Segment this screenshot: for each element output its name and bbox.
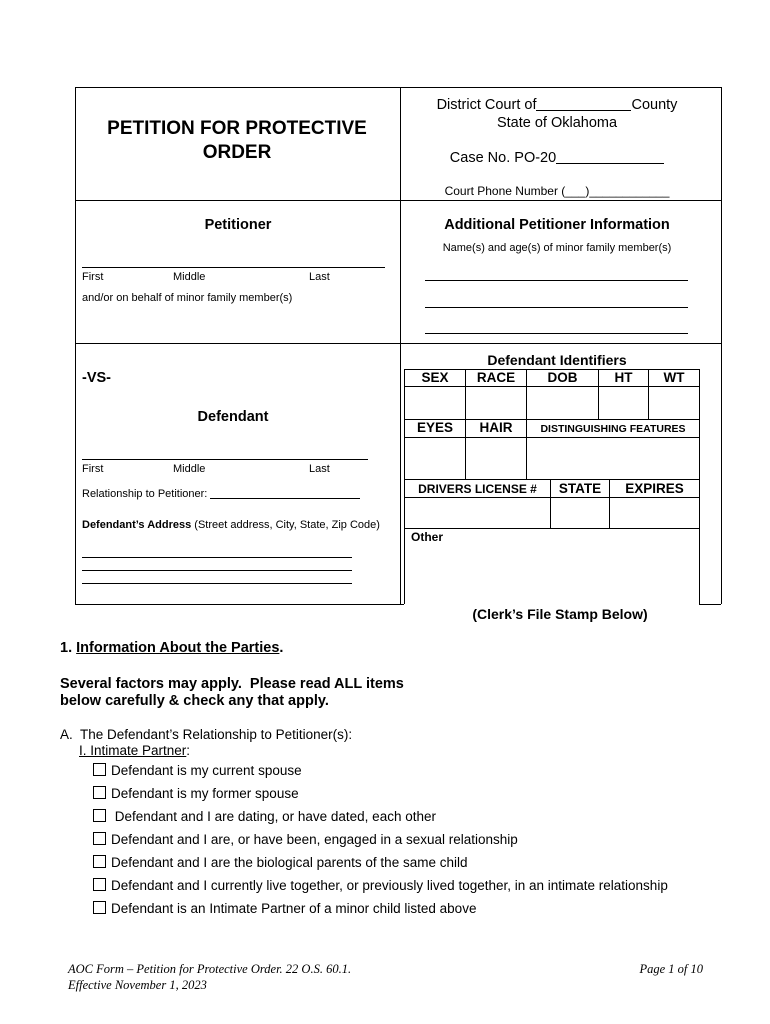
district-court-line <box>402 97 712 113</box>
license-header: DRIVERS LICENSE # <box>418 482 537 496</box>
subsection-a-label: A. The Defendant’s Relationship to Petitioner(s): <box>60 727 353 742</box>
sex-header: SEX <box>421 370 449 385</box>
option-live-together[interactable] <box>93 878 668 893</box>
features-header: DISTINGUISHING FEATURES <box>540 423 686 435</box>
eyes-field[interactable] <box>405 438 465 479</box>
option-partner-of-minor[interactable] <box>93 901 476 916</box>
address-line-3[interactable] <box>82 583 352 584</box>
relationship-line <box>82 485 360 500</box>
relationship-field[interactable] <box>210 485 360 499</box>
intimate-partner-label: I. Intimate Partner <box>79 743 187 758</box>
petitioner-last-label: Last <box>309 271 330 283</box>
petitioner-heading: Petitioner <box>204 217 272 233</box>
additional-info-note: Name(s) and age(s) of minor family member(s) <box>442 242 672 254</box>
weight-header: WT <box>663 370 685 385</box>
option-label: Defendant and I are dating, or have dated, each other <box>111 809 436 824</box>
minor-member-line-2[interactable] <box>425 307 688 308</box>
case-number-field[interactable] <box>556 150 664 164</box>
eyes-header: EYES <box>416 420 454 435</box>
defendant-address-label-bold: Defendant’s Address <box>82 519 192 531</box>
state-label: State of Oklahoma <box>496 115 618 131</box>
minor-member-line-1[interactable] <box>425 280 688 281</box>
license-state-field[interactable] <box>551 498 609 528</box>
clerk-stamp-label: (Clerk’s File Stamp Below) <box>472 606 648 622</box>
hair-header: HAIR <box>479 420 513 435</box>
license-expires-field[interactable] <box>610 498 699 528</box>
option-label: Defendant is an Intimate Partner of a minor child listed above <box>111 901 477 916</box>
address-line-1[interactable] <box>82 557 352 558</box>
relationship-label: Relationship to Petitioner: <box>82 488 208 500</box>
checkbox-current-spouse[interactable] <box>93 763 106 776</box>
petitioner-middle-label: Middle <box>173 271 206 283</box>
features-field[interactable] <box>527 438 699 479</box>
height-field[interactable] <box>599 387 648 419</box>
section-1-title: Information About the Parties <box>76 640 280 656</box>
footer-page-number: Page 1 of 10 <box>639 962 703 976</box>
petitioner-name-line[interactable] <box>82 267 385 268</box>
identifiers-heading: Defendant Identifiers <box>487 352 627 368</box>
race-header: RACE <box>476 370 516 385</box>
footer-effective-date: Effective November 1, 2023 <box>68 978 207 992</box>
option-sexual-relationship[interactable] <box>93 832 518 847</box>
address-line-2[interactable] <box>82 570 352 571</box>
footer-form-reference: AOC Form – Petition for Protective Order. 22 O.S. 60.1. <box>68 962 352 976</box>
option-label: Defendant is my former spouse <box>111 786 299 801</box>
other-field[interactable] <box>405 546 699 604</box>
checkbox-biological-parents[interactable] <box>93 855 106 868</box>
weight-field[interactable] <box>649 387 699 419</box>
option-biological-parents[interactable] <box>93 855 467 870</box>
county-field[interactable] <box>536 97 631 111</box>
hair-field[interactable] <box>466 438 526 479</box>
defendant-heading: Defendant <box>197 409 269 425</box>
defendant-address-label-rest: (Street address, City, State, Zip Code) <box>191 519 380 531</box>
other-label: Other <box>411 530 444 544</box>
checkbox-sexual-relationship[interactable] <box>93 832 106 845</box>
case-number-label: Case No. PO-20 <box>449 150 557 166</box>
defendant-name-line[interactable] <box>82 459 368 460</box>
option-former-spouse[interactable] <box>93 786 299 801</box>
license-field[interactable] <box>405 498 550 528</box>
defendant-middle-label: Middle <box>173 463 206 475</box>
license-expires-header: EXPIRES <box>625 481 684 496</box>
defendant-last-label: Last <box>309 463 330 475</box>
option-current-spouse[interactable] <box>93 763 302 778</box>
sex-field[interactable] <box>405 387 465 419</box>
form-title: PETITION FOR PROTECTIVE ORDER <box>107 118 367 163</box>
option-dating[interactable] <box>93 809 436 824</box>
intimate-partner-heading: I. Intimate Partner: <box>79 743 191 758</box>
option-label: Defendant is my current spouse <box>111 763 302 778</box>
additional-info-heading: Additional Petitioner Information <box>444 217 670 233</box>
checkbox-partner-of-minor[interactable] <box>93 901 106 914</box>
option-label: Defendant and I currently live together, or previously lived together, in an intimate relationship <box>111 878 668 893</box>
petitioner-behalf-note: and/or on behalf of minor family member(s) <box>82 292 293 304</box>
court-phone-label[interactable]: Court Phone Number (___)____________ <box>444 184 670 198</box>
versus-label: -VS- <box>82 370 111 386</box>
dob-field[interactable] <box>527 387 598 419</box>
petitioner-first-label: First <box>82 271 104 283</box>
instructions-line-2: below carefully & check any that apply. <box>60 693 329 709</box>
case-number-line <box>402 150 712 166</box>
checkbox-live-together[interactable] <box>93 878 106 891</box>
license-state-header: STATE <box>558 481 602 496</box>
section-1-number: 1 <box>60 640 69 656</box>
race-field[interactable] <box>466 387 526 419</box>
checkbox-former-spouse[interactable] <box>93 786 106 799</box>
section-1-heading: 1. Information About the Parties. <box>60 640 284 656</box>
option-label: Defendant and I are the biological parents of the same child <box>111 855 468 870</box>
checkbox-dating[interactable] <box>93 809 106 822</box>
option-label: Defendant and I are, or have been, engaged in a sexual relationship <box>111 832 518 847</box>
district-court-label: District Court of <box>436 97 537 113</box>
instructions-line-1: Several factors may apply. Please read ALL items <box>60 676 404 692</box>
defendant-first-label: First <box>82 463 104 475</box>
minor-member-line-3[interactable] <box>425 333 688 334</box>
county-label: County <box>631 97 678 113</box>
defendant-address-label <box>82 519 382 532</box>
dob-header: DOB <box>547 370 578 385</box>
height-header: HT <box>614 370 633 385</box>
